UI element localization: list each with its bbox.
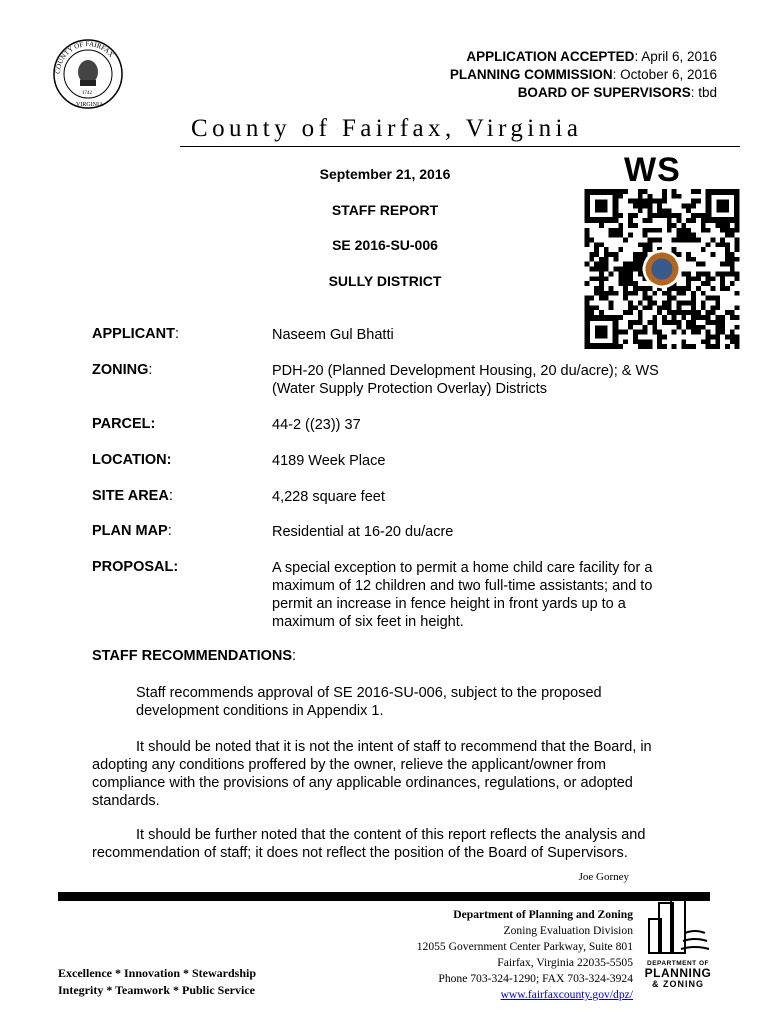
logo-line-1: DEPARTMENT OF — [647, 960, 709, 967]
recommendation-paragraph: Staff recommends approval of SE 2016-SU-006, subject to the proposed development conditions in Appendix 1. — [136, 685, 602, 719]
dpz-logo — [643, 893, 713, 993]
dept-name: Department of Planning and Zoning — [453, 908, 633, 921]
hearing-dates — [450, 48, 717, 102]
note-paragraph-1: It should be noted that it is not the intent of staff to recommend that the Board, in adopting any conditions proffered by the owner, relieve the applicant/owner from compliance with the provisions of any applicable ordinances, regulations, or adopted standards. — [92, 739, 652, 809]
signature-name: Joe Gorney — [578, 871, 629, 883]
zoning-value: PDH-20 (Planned Development Housing, 20 du/acre); & WS (Water Supply Protection Overlay) Districts — [272, 363, 659, 397]
parcel-label: PARCEL: — [92, 416, 156, 432]
address-line-2: Fairfax, Virginia 22035-5505 — [497, 956, 633, 969]
ws-mark: WS — [624, 151, 681, 189]
report-type: STAFF REPORT — [331, 202, 439, 218]
website-link[interactable]: www.fairfaxcounty.gov/dpz/ — [500, 988, 633, 1001]
site-area-label: SITE AREA: — [92, 488, 173, 504]
parcel-value: 44-2 ((23)) 37 — [272, 417, 361, 433]
proposal-label: PROPOSAL: — [92, 559, 179, 575]
logo-line-3: & ZONING — [652, 979, 704, 989]
phone-line: Phone 703-324-1290; FAX 703-324-3924 — [438, 972, 633, 985]
applicant-label: APPLICANT: — [92, 326, 180, 342]
department-contact — [417, 907, 633, 1003]
date-line-planning: PLANNING COMMISSION: October 6, 2016 — [449, 67, 717, 82]
title-rule — [180, 146, 740, 147]
county-title: County of Fairfax, Virginia — [191, 115, 583, 142]
note-paragraph-2: It should be further noted that the content of this report reflects the analysis and recommendation of staff; it does not reflect the position of the Board of Supervisors. — [92, 827, 646, 861]
zoning-label: ZONING: — [92, 362, 153, 378]
logo-line-2: PLANNING — [644, 966, 712, 980]
svg-text:1742: 1742 — [82, 91, 92, 96]
motto-line-1: Excellence * Innovation * Stewardship — [58, 966, 257, 980]
buildings-icon — [643, 893, 713, 955]
footer-bar — [58, 892, 710, 901]
county-seal-logo — [52, 36, 124, 116]
plan-map-label: PLAN MAP: — [92, 523, 172, 539]
motto-line-2: Integrity * Teamwork * Public Service — [58, 983, 255, 997]
date-line-accepted: APPLICATION ACCEPTED: April 6, 2016 — [466, 49, 717, 64]
applicant-value: Naseem Gul Bhatti — [272, 327, 394, 343]
proposal-value: A special exception to permit a home child care facility for a maximum of 12 children and two full-time assistants; and to permit an increase in fence height in front yards up to a maximum of six feet in height. — [272, 560, 653, 630]
address-line-1: 12055 Government Center Parkway, Suite 801 — [416, 940, 633, 953]
location-value: 4189 Week Place — [272, 453, 386, 469]
case-number: SE 2016-SU-006 — [332, 237, 438, 253]
svg-text:VIRGINIA: VIRGINIA — [76, 102, 104, 108]
report-date: September 21, 2016 — [319, 166, 451, 182]
svg-text:COUNTY OF FAIRFAX: COUNTY OF FAIRFAX — [53, 39, 116, 75]
plan-map-value: Residential at 16-20 du/acre — [272, 524, 454, 540]
district: SULLY DISTRICT — [328, 273, 442, 289]
qr-code-icon — [584, 189, 740, 349]
motto — [58, 965, 256, 999]
recommendations-heading: STAFF RECOMMENDATIONS: — [92, 648, 297, 664]
division-name: Zoning Evaluation Division — [503, 924, 633, 937]
site-area-value: 4,228 square feet — [272, 489, 385, 505]
date-line-board: BOARD OF SUPERVISORS: tbd — [517, 85, 717, 100]
location-label: LOCATION: — [92, 452, 172, 468]
